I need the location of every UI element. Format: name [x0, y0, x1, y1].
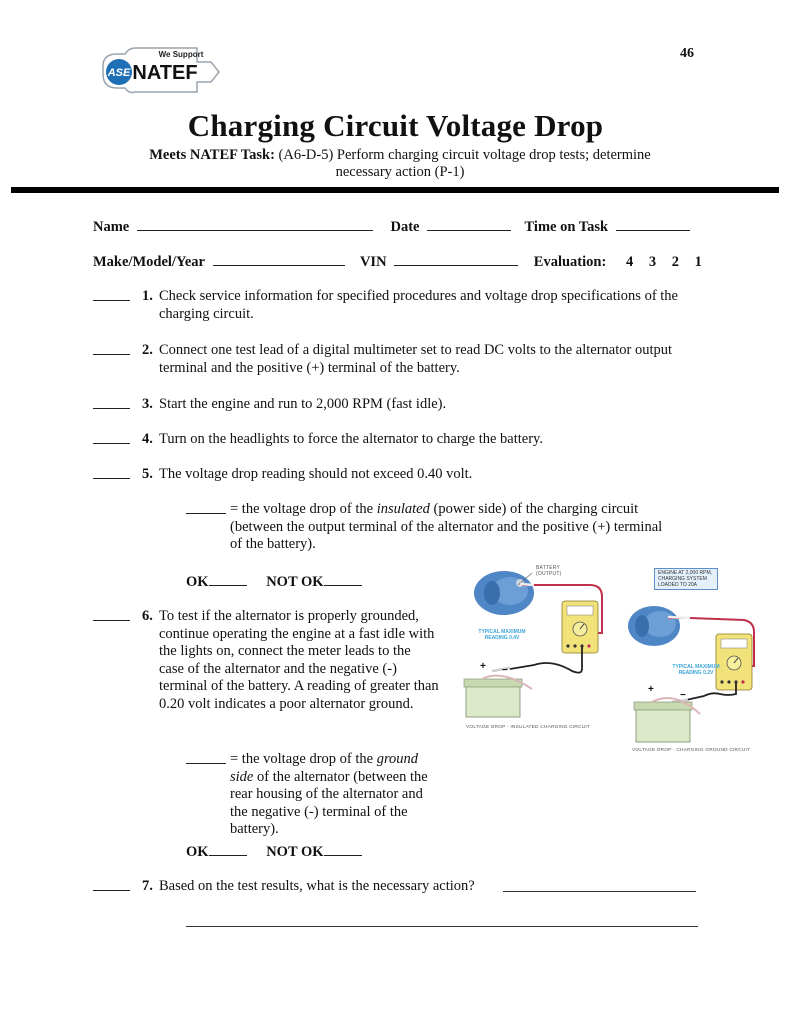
minus-sign-right: −: [680, 690, 686, 701]
task-text: (A6-D-5) Perform charging circuit voltage drop tests; determine necessary action (P-1): [274, 147, 651, 180]
step-number: 3.: [142, 396, 153, 412]
figure-insulated-circuit: [462, 563, 622, 735]
not-ok-field[interactable]: [324, 571, 362, 586]
step-3-checkbox-line[interactable]: [93, 408, 130, 409]
task-description: [130, 147, 670, 181]
step-5-checkbox-line[interactable]: [93, 478, 130, 479]
step-number: 6.: [142, 608, 153, 624]
step-number: 7.: [142, 878, 153, 894]
date-label: Date: [390, 219, 420, 235]
ground-circuit-diagram-icon: [624, 566, 784, 756]
plus-sign-right: +: [648, 684, 654, 695]
info-row-2: [93, 251, 702, 271]
engine-condition-box: ENGINE AT 2,000 RPM, CHARGING SYSTEM LOADED TO 20A: [654, 568, 718, 590]
plus-sign-left: +: [480, 661, 486, 672]
insulated-drop-field[interactable]: [186, 513, 226, 514]
not-ok-label: NOT OK: [266, 844, 324, 860]
emphasis-insulated: insulated: [376, 501, 430, 517]
minus-sign-left: −: [502, 665, 508, 676]
date-field[interactable]: [427, 216, 511, 231]
not-ok-label: NOT OK: [266, 574, 324, 590]
natef-key-logo-icon: [95, 44, 225, 104]
typical-reading-left: TYPICAL MAXIMUM READING 0.4V: [478, 629, 526, 641]
step-7-checkbox-line[interactable]: [93, 890, 130, 891]
step-6-result: [186, 751, 476, 837]
emphasis-ground-side: ground side: [230, 751, 419, 785]
figure-ground-circuit: [624, 566, 784, 756]
necessary-action-field-line-2[interactable]: [186, 914, 698, 927]
time-on-task-label: Time on Task: [524, 219, 609, 235]
step-number: 5.: [142, 466, 153, 482]
evaluation-option-3[interactable]: 3: [648, 254, 657, 270]
step-text: Check service information for specified procedures and voltage drop specifications of the charging circuit.: [159, 288, 678, 322]
task-label: Meets NATEF Task:: [149, 147, 275, 163]
step-6: [93, 608, 453, 733]
ground-drop-field[interactable]: [186, 763, 226, 764]
header-divider: [11, 187, 779, 193]
typical-reading-right: TYPICAL MAXIMUM READING 0.2V: [672, 664, 720, 676]
step-4: [93, 431, 703, 449]
step-1-checkbox-line[interactable]: [93, 300, 130, 301]
step-2: [93, 342, 703, 378]
svg-text:NATEF: NATEF: [132, 62, 198, 84]
ok-row-2: [186, 841, 362, 861]
name-field[interactable]: [137, 216, 373, 231]
page-title: Charging Circuit Voltage Drop: [187, 108, 604, 143]
step-text: Based on the test results, what is the necessary action?: [159, 878, 475, 894]
step-text: To test if the alternator is properly grounded, continue operating the engine at a fast idle with the lights on, connect the meter leads to the case of the alternator and the negative (-) terminal of the battery. A reading of greater than 0.20 volt indicates a poor alternator ground.: [159, 608, 439, 712]
step-text: Turn on the headlights to force the alternator to charge the battery.: [159, 431, 543, 447]
step-number: 4.: [142, 431, 153, 447]
caption-insulated: VOLTAGE DROP - INSULATED CHARGING CIRCUIT: [466, 725, 591, 730]
step-5: [93, 466, 703, 484]
vin-label: VIN: [359, 254, 387, 270]
evaluation-option-2[interactable]: 2: [671, 254, 679, 270]
natef-logo: [95, 44, 225, 104]
vin-field[interactable]: [394, 251, 518, 266]
caption-ground: VOLTAGE DROP - CHARGING GROUND CIRCUIT: [632, 748, 751, 753]
insulated-circuit-diagram-icon: [462, 563, 622, 735]
ok-label: OK: [186, 574, 209, 590]
step-5-result: [186, 501, 676, 555]
not-ok-field[interactable]: [324, 841, 362, 856]
name-label: Name: [93, 219, 130, 235]
evaluation-label: Evaluation:: [533, 254, 607, 270]
step-number: 2.: [142, 342, 153, 358]
make-model-year-label: Make/Model/Year: [93, 254, 205, 270]
step-text: Start the engine and run to 2,000 RPM (fast idle).: [159, 396, 447, 412]
make-model-year-field[interactable]: [213, 251, 345, 266]
step-text: The voltage drop reading should not exceed 0.40 volt.: [159, 466, 473, 482]
necessary-action-field-line-1[interactable]: [503, 879, 696, 892]
time-on-task-field[interactable]: [616, 216, 690, 231]
evaluation-option-1[interactable]: 1: [694, 254, 702, 270]
step-4-checkbox-line[interactable]: [93, 443, 130, 444]
step-6-checkbox-line[interactable]: [93, 620, 130, 621]
ok-field[interactable]: [209, 841, 247, 856]
ground-drop-description: = the voltage drop of the ground side of the alternator (between the rear housing of the alternator and the negative (-) terminal of the battery).: [230, 751, 428, 837]
ok-label: OK: [186, 844, 209, 860]
step-3: [93, 396, 703, 414]
evaluation-option-4[interactable]: 4: [625, 254, 634, 270]
step-1: [93, 288, 703, 324]
battery-output-callout: BATTERY (OUTPUT): [536, 565, 562, 577]
step-2-checkbox-line[interactable]: [93, 354, 130, 355]
info-row-1: [93, 216, 690, 236]
svg-text:We Support: We Support: [158, 50, 204, 59]
ok-field[interactable]: [209, 571, 247, 586]
ok-row-1: [186, 571, 362, 591]
step-text: Connect one test lead of a digital multimeter set to read DC volts to the alternator output terminal and the positive (+) terminal of the battery.: [159, 342, 673, 376]
insulated-drop-description: = the voltage drop of the insulated (power side) of the charging circuit (between the output terminal of the alternator and the positive (+) terminal of the battery).: [230, 501, 663, 552]
page-number: 46: [680, 46, 694, 61]
step-number: 1.: [142, 288, 153, 304]
svg-text:ASE: ASE: [107, 67, 131, 79]
